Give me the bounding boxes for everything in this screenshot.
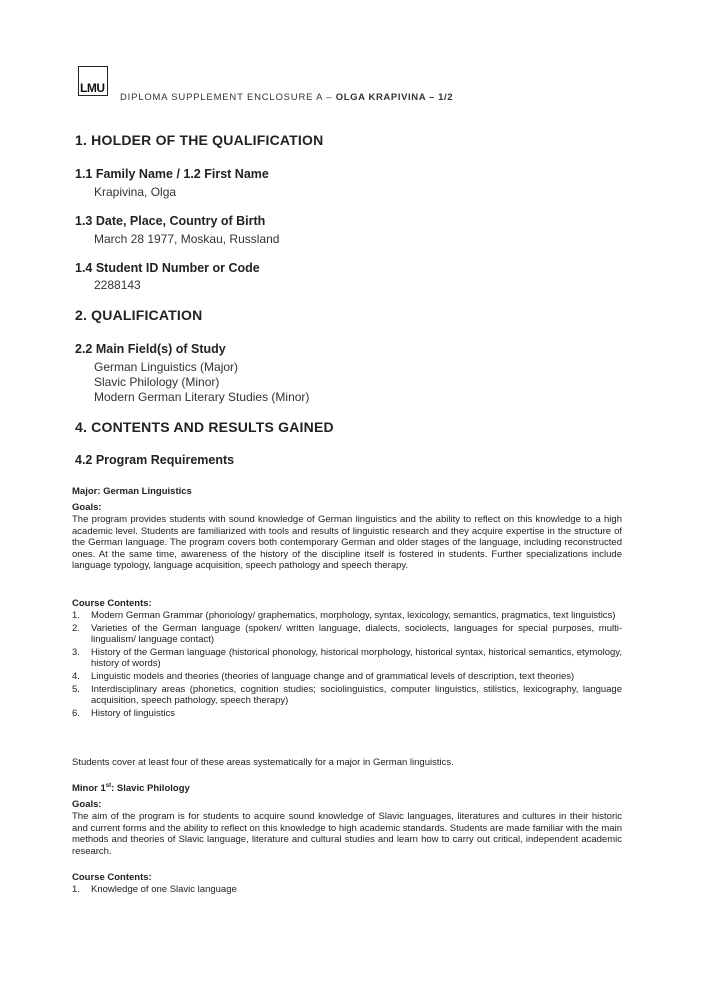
name-label: 1.1 Family Name / 1.2 First Name [75,167,269,181]
major-goals-label: Goals: [72,502,102,513]
list-item: 2. Varieties of the German language (spoken/ written language, dialects, sociolects, languages for special purposes, multi-lingualism/ language contact) [72,623,622,645]
list-item: 4. Linguistic models and theories (theories of language change and of grammatical levels of description, text theories) [72,671,575,682]
list-item: 3. History of the German language (historical phonology, historical morphology, historical syntax, historical semantics, etymology, history of words) [72,647,622,669]
list-item: 1. Knowledge of one Slavic language [72,884,237,895]
section4-heading: 4. CONTENTS AND RESULTS GAINED [75,419,334,435]
field-of-study: Modern German Literary Studies (Minor) [94,390,310,404]
major-note: Students cover at least four of these areas systematically for a major in German linguistics. [72,757,454,768]
document-header [120,92,453,103]
header-title-bold: OLGA KRAPIVINA – 1/2 [335,92,454,103]
field-label: 2.2 Main Field(s) of Study [75,342,226,356]
minor-contents-label: Course Contents: [72,872,152,883]
major-course-list [72,610,622,721]
program-requirements-heading: 4.2 Program Requirements [75,453,235,467]
minor-goals-text: The aim of the program is for students to acquire sound knowledge of Slavic languages, literatures and cultures in their historic and current forms and the ability to reflect on this knowledge to high academic standards. Students are made familiar with the main methods and theories of Slavic language, literature and cultural studies and learn how to carry out critical, independent academic research. [72,811,622,857]
lmu-logo [78,66,108,96]
section2-heading: 2. QUALIFICATION [75,307,203,323]
name-value: Krapivina, Olga [94,185,177,199]
section1-heading: 1. HOLDER OF THE QUALIFICATION [75,132,324,148]
list-item: 6. History of linguistics [72,708,175,719]
field-of-study: Slavic Philology (Minor) [94,375,220,389]
logo-text: LMU [80,81,105,95]
header-title: DIPLOMA SUPPLEMENT ENCLOSURE A – [120,92,333,103]
major-goals-text: The program provides students with sound knowledge of German linguistics and the ability to reflect on this knowledge to a high academic level. Students are familiarized with tools and results of linguistic research and they acquire expertise in the structure of the German language. The program covers both contemporary German and older stages of the language, including reconstructed ones. At the same time, awareness of the history of the discipline itself is fostered in students. Further specializations include language typology, language acquisition, speech pathology and speech therapy. [72,514,622,571]
id-value: 2288143 [94,278,141,292]
id-label: 1.4 Student ID Number or Code [75,261,260,275]
field-of-study: German Linguistics (Major) [94,360,239,374]
minor-course-list [72,884,622,897]
minor-goals-label: Goals: [72,799,102,810]
birth-value: March 28 1977, Moskau, Russland [94,232,280,246]
birth-label: 1.3 Date, Place, Country of Birth [75,214,266,228]
major-contents-label: Course Contents: [72,598,152,609]
list-item: 5. Interdisciplinary areas (phonetics, cognition studies; sociolinguistics, computer linguistics, stilistics, lexicography, language acquisition, speech pathology, speech therapy) [72,684,622,706]
major-title: Major: German Linguistics [72,486,192,497]
minor-title: Minor 1st: Slavic Philology [72,783,190,795]
list-item: 1. Modern German Grammar (phonology/ graphematics, morphology, syntax, lexicology, semantics, pragmatics, text linguistics) [72,610,616,621]
